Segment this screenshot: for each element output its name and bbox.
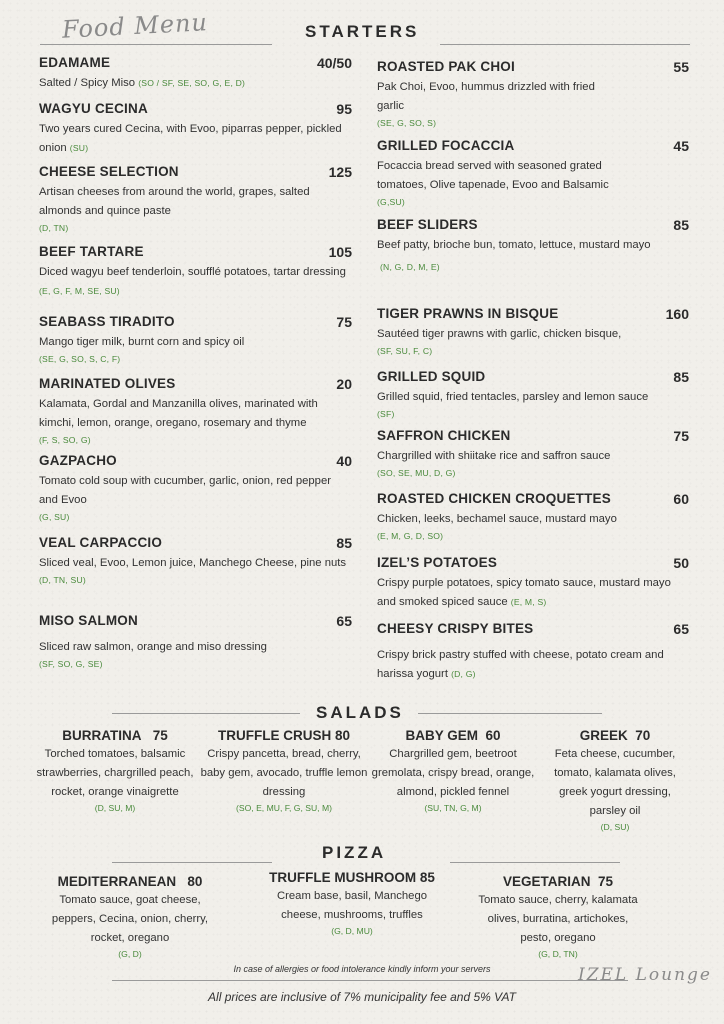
item-name: WAGYU CECINA <box>39 101 148 116</box>
item-price: 65 <box>336 613 352 629</box>
item-desc: Mango tiger milk, burnt corn and spicy oil (SE, G, SO, S, C, F) <box>39 333 352 365</box>
item-price: 40 <box>336 453 352 469</box>
item-price: 85 <box>673 369 689 385</box>
item-allergens: (SO / SF, SE, SO, G, E, D) <box>138 78 246 88</box>
item-desc: Salted / Spicy Miso (SO / SF, SE, SO, G, E, D) <box>39 77 246 89</box>
salad-item <box>370 728 536 815</box>
item-desc: Torched tomatoes, balsamic strawberries, chargrilled peach, rocket, orange vinaigrette <box>36 748 194 798</box>
item-name: TRUFFLE MUSHROOM 85 <box>269 870 435 885</box>
item-allergens: (SF, SU, F, C) <box>377 346 433 356</box>
item-desc: Pak Choi, Evoo, hummus drizzled with fried garlic (SE, G, SO, S) <box>377 78 617 129</box>
izel-lounge-brand: IZEL Lounge <box>578 965 712 985</box>
item-allergens: (SU) <box>69 143 89 153</box>
item-price: 60 <box>673 491 689 507</box>
salad-item <box>540 728 690 834</box>
item-desc: Crispy pancetta, bread, cherry, baby gem, avocado, truffle lemon dressing <box>200 748 368 798</box>
menu-item <box>39 244 352 301</box>
item-allergens: (SF) <box>377 409 395 419</box>
item-allergens: (G, D) <box>118 949 142 959</box>
item-allergens: (D, SU) <box>600 822 630 832</box>
item-allergens: (N, G, D, M, E) <box>380 262 440 272</box>
item-desc: Two years cured Cecina, with Evoo, piparras pepper, pickled onion (SU) <box>39 123 342 154</box>
item-name: ROASTED CHICKEN CROQUETTES <box>377 491 611 506</box>
item-desc: Crispy purple potatoes, spicy tomato sauce, mustard mayo and smoked spiced sauce (E, M, S) <box>377 577 671 608</box>
item-allergens: (SF, SO, G, SE) <box>39 659 103 669</box>
menu-item <box>377 621 689 684</box>
item-allergens: (D, SU, M) <box>94 803 136 813</box>
item-name: BEEF SLIDERS <box>377 217 478 232</box>
menu-item <box>377 59 689 129</box>
header-rule-left <box>40 44 272 45</box>
item-desc: Sautéed tiger prawns with garlic, chicken bisque, (SF, SU, F, C) <box>377 325 689 357</box>
menu-item <box>377 306 689 357</box>
item-name: MEDITERRANEAN 80 <box>57 874 203 889</box>
menu-item <box>39 376 352 446</box>
item-desc: Crispy brick pastry stuffed with cheese, potato cream and harissa yogurt (D, G) <box>377 649 664 680</box>
item-allergens: (G, D, MU) <box>331 926 373 936</box>
item-desc: Feta cheese, cucumber, tomato, kalamata olives, greek yogurt dressing, parsley oil <box>554 748 676 817</box>
item-name: TIGER PRAWNS IN BISQUE <box>377 306 559 321</box>
item-price: 160 <box>665 306 689 322</box>
item-name: GRILLED FOCACCIA <box>377 138 515 153</box>
item-allergens: (G, SU) <box>39 512 70 522</box>
item-desc: Sliced veal, Evoo, Lemon juice, Manchego Cheese, pine nuts (D, TN, SU) <box>39 554 352 586</box>
item-allergens: (E, G, F, M, SE, SU) <box>39 286 120 296</box>
item-desc: Chargrilled gem, beetroot gremolata, crispy bread, orange, almond, pickled fennel <box>371 748 535 798</box>
item-allergens: (SE, G, SO, S) <box>377 118 437 128</box>
salad-item <box>198 728 370 815</box>
item-name: GREEK 70 <box>579 728 651 743</box>
item-name: VEGETARIAN 75 <box>502 874 614 889</box>
item-desc: Sliced raw salmon, orange and miso dressing (SF, SO, G, SE) <box>39 638 352 670</box>
item-name: BEEF TARTARE <box>39 244 144 259</box>
salad-item <box>30 728 200 815</box>
allergy-note: In case of allergies or food intolerance kindly inform your servers <box>233 964 491 974</box>
pizza-item <box>472 874 644 961</box>
salads-rule-left <box>112 713 300 714</box>
item-allergens: (SU, TN, G, M) <box>424 803 482 813</box>
item-allergens: (G,SU) <box>377 197 405 207</box>
item-name: GAZPACHO <box>39 453 117 468</box>
item-desc: Kalamata, Gordal and Manzanilla olives, marinated with kimchi, lemon, orange, oregano, rosemary and thyme (F, S, SO, G) <box>39 395 352 446</box>
menu-item <box>39 101 352 158</box>
item-allergens: (D, TN) <box>39 223 69 233</box>
item-desc: Cream base, basil, Manchego cheese, mushrooms, truffles <box>276 890 428 921</box>
salads-title: SALADS <box>316 703 404 722</box>
item-price: 40/50 <box>316 55 352 71</box>
menu-item <box>377 138 689 208</box>
menu-item <box>377 555 689 612</box>
item-price: 55 <box>673 59 689 75</box>
item-name: CHEESE SELECTION <box>39 164 179 179</box>
menu-item <box>39 613 352 670</box>
pizza-item <box>40 874 220 961</box>
item-name: GRILLED SQUID <box>377 369 486 384</box>
item-name: IZEL’S POTATOES <box>377 555 498 570</box>
item-name: MISO SALMON <box>39 613 138 628</box>
item-desc: Chargrilled with shiitake rice and saffron sauce (SO, SE, MU, D, G) <box>377 447 689 479</box>
starters-title: STARTERS <box>305 22 420 41</box>
item-name: SAFFRON CHICKEN <box>377 428 511 443</box>
vat-note: All prices are inclusive of 7% municipality fee and 5% VAT <box>208 990 516 1004</box>
item-price: 65 <box>673 621 689 637</box>
item-price: 105 <box>328 244 352 260</box>
header-rule-right <box>440 44 690 45</box>
item-desc: Diced wagyu beef tenderloin, soufflé potatoes, tartar dressing (E, G, F, M, SE, SU) <box>39 266 346 296</box>
pizza-rule-right <box>450 862 620 863</box>
item-desc: Tomato sauce, goat cheese, peppers, Cecina, onion, cherry, rocket, oregano <box>51 894 209 944</box>
item-name: ROASTED PAK CHOI <box>377 59 515 74</box>
item-desc: Tomato sauce, cherry, kalamata olives, burratina, artichokes, pesto, oregano <box>478 894 638 944</box>
salads-rule-right <box>418 713 602 714</box>
item-allergens: (E, M, S) <box>510 597 547 607</box>
item-desc: Focaccia bread served with seasoned grated tomatoes, Olive tapenade, Evoo and Balsamic (G,SU) <box>377 157 637 208</box>
item-allergens: (SO, SE, MU, D, G) <box>377 468 456 478</box>
menu-item <box>39 55 352 93</box>
menu-item <box>39 453 352 523</box>
item-desc: Chicken, leeks, bechamel sauce, mustard mayo (E, M, G, D, SO) <box>377 510 689 542</box>
item-name: BABY GEM 60 <box>405 728 501 743</box>
item-allergens: (SE, G, SO, S, C, F) <box>39 354 121 364</box>
item-desc: Tomato cold soup with cucumber, garlic, onion, red pepper and Evoo (G, SU) <box>39 472 352 523</box>
food-menu-script-title: Food Menu <box>61 8 209 44</box>
pizza-title: PIZZA <box>322 843 387 862</box>
item-price: 45 <box>673 138 689 154</box>
item-name: MARINATED OLIVES <box>39 376 176 391</box>
item-desc: Grilled squid, fried tentacles, parsley and lemon sauce (SF) <box>377 388 689 420</box>
menu-item <box>39 164 352 234</box>
item-name: SEABASS TIRADITO <box>39 314 175 329</box>
item-price: 125 <box>328 164 352 180</box>
item-price: 85 <box>673 217 689 233</box>
item-price: 20 <box>336 376 352 392</box>
item-name: TRUFFLE CRUSH 80 <box>217 728 351 743</box>
item-price: 50 <box>673 555 689 571</box>
item-allergens: (D, TN, SU) <box>39 575 86 585</box>
item-price: 85 <box>336 535 352 551</box>
menu-item <box>39 314 352 365</box>
item-name: CHEESY CRISPY BITES <box>377 621 534 636</box>
item-name: VEAL CARPACCIO <box>39 535 163 550</box>
pizza-item <box>262 870 442 938</box>
footer-rule <box>112 980 628 981</box>
menu-item <box>377 491 689 542</box>
item-allergens: (G, D, TN) <box>538 949 578 959</box>
menu-item <box>377 428 689 479</box>
item-allergens: (E, M, G, D, SO) <box>377 531 444 541</box>
item-price: 75 <box>336 314 352 330</box>
menu-item <box>39 535 352 586</box>
item-name: BURRATINA 75 <box>62 728 168 743</box>
item-price: 75 <box>673 428 689 444</box>
item-desc: Beef patty, brioche bun, tomato, lettuce, mustard mayo (N, G, D, M, E) <box>377 236 689 273</box>
item-allergens: (D, G) <box>451 669 476 679</box>
item-name: EDAMAME <box>39 55 111 70</box>
pizza-rule-left <box>112 862 272 863</box>
menu-item <box>377 217 689 273</box>
item-price: 95 <box>336 101 352 117</box>
item-allergens: (F, S, SO, G) <box>39 435 91 445</box>
item-desc: Artisan cheeses from around the world, grapes, salted almonds and quince paste (D, TN) <box>39 183 352 234</box>
item-allergens: (SO, E, MU, F, G, SU, M) <box>236 803 332 813</box>
menu-item <box>377 369 689 420</box>
